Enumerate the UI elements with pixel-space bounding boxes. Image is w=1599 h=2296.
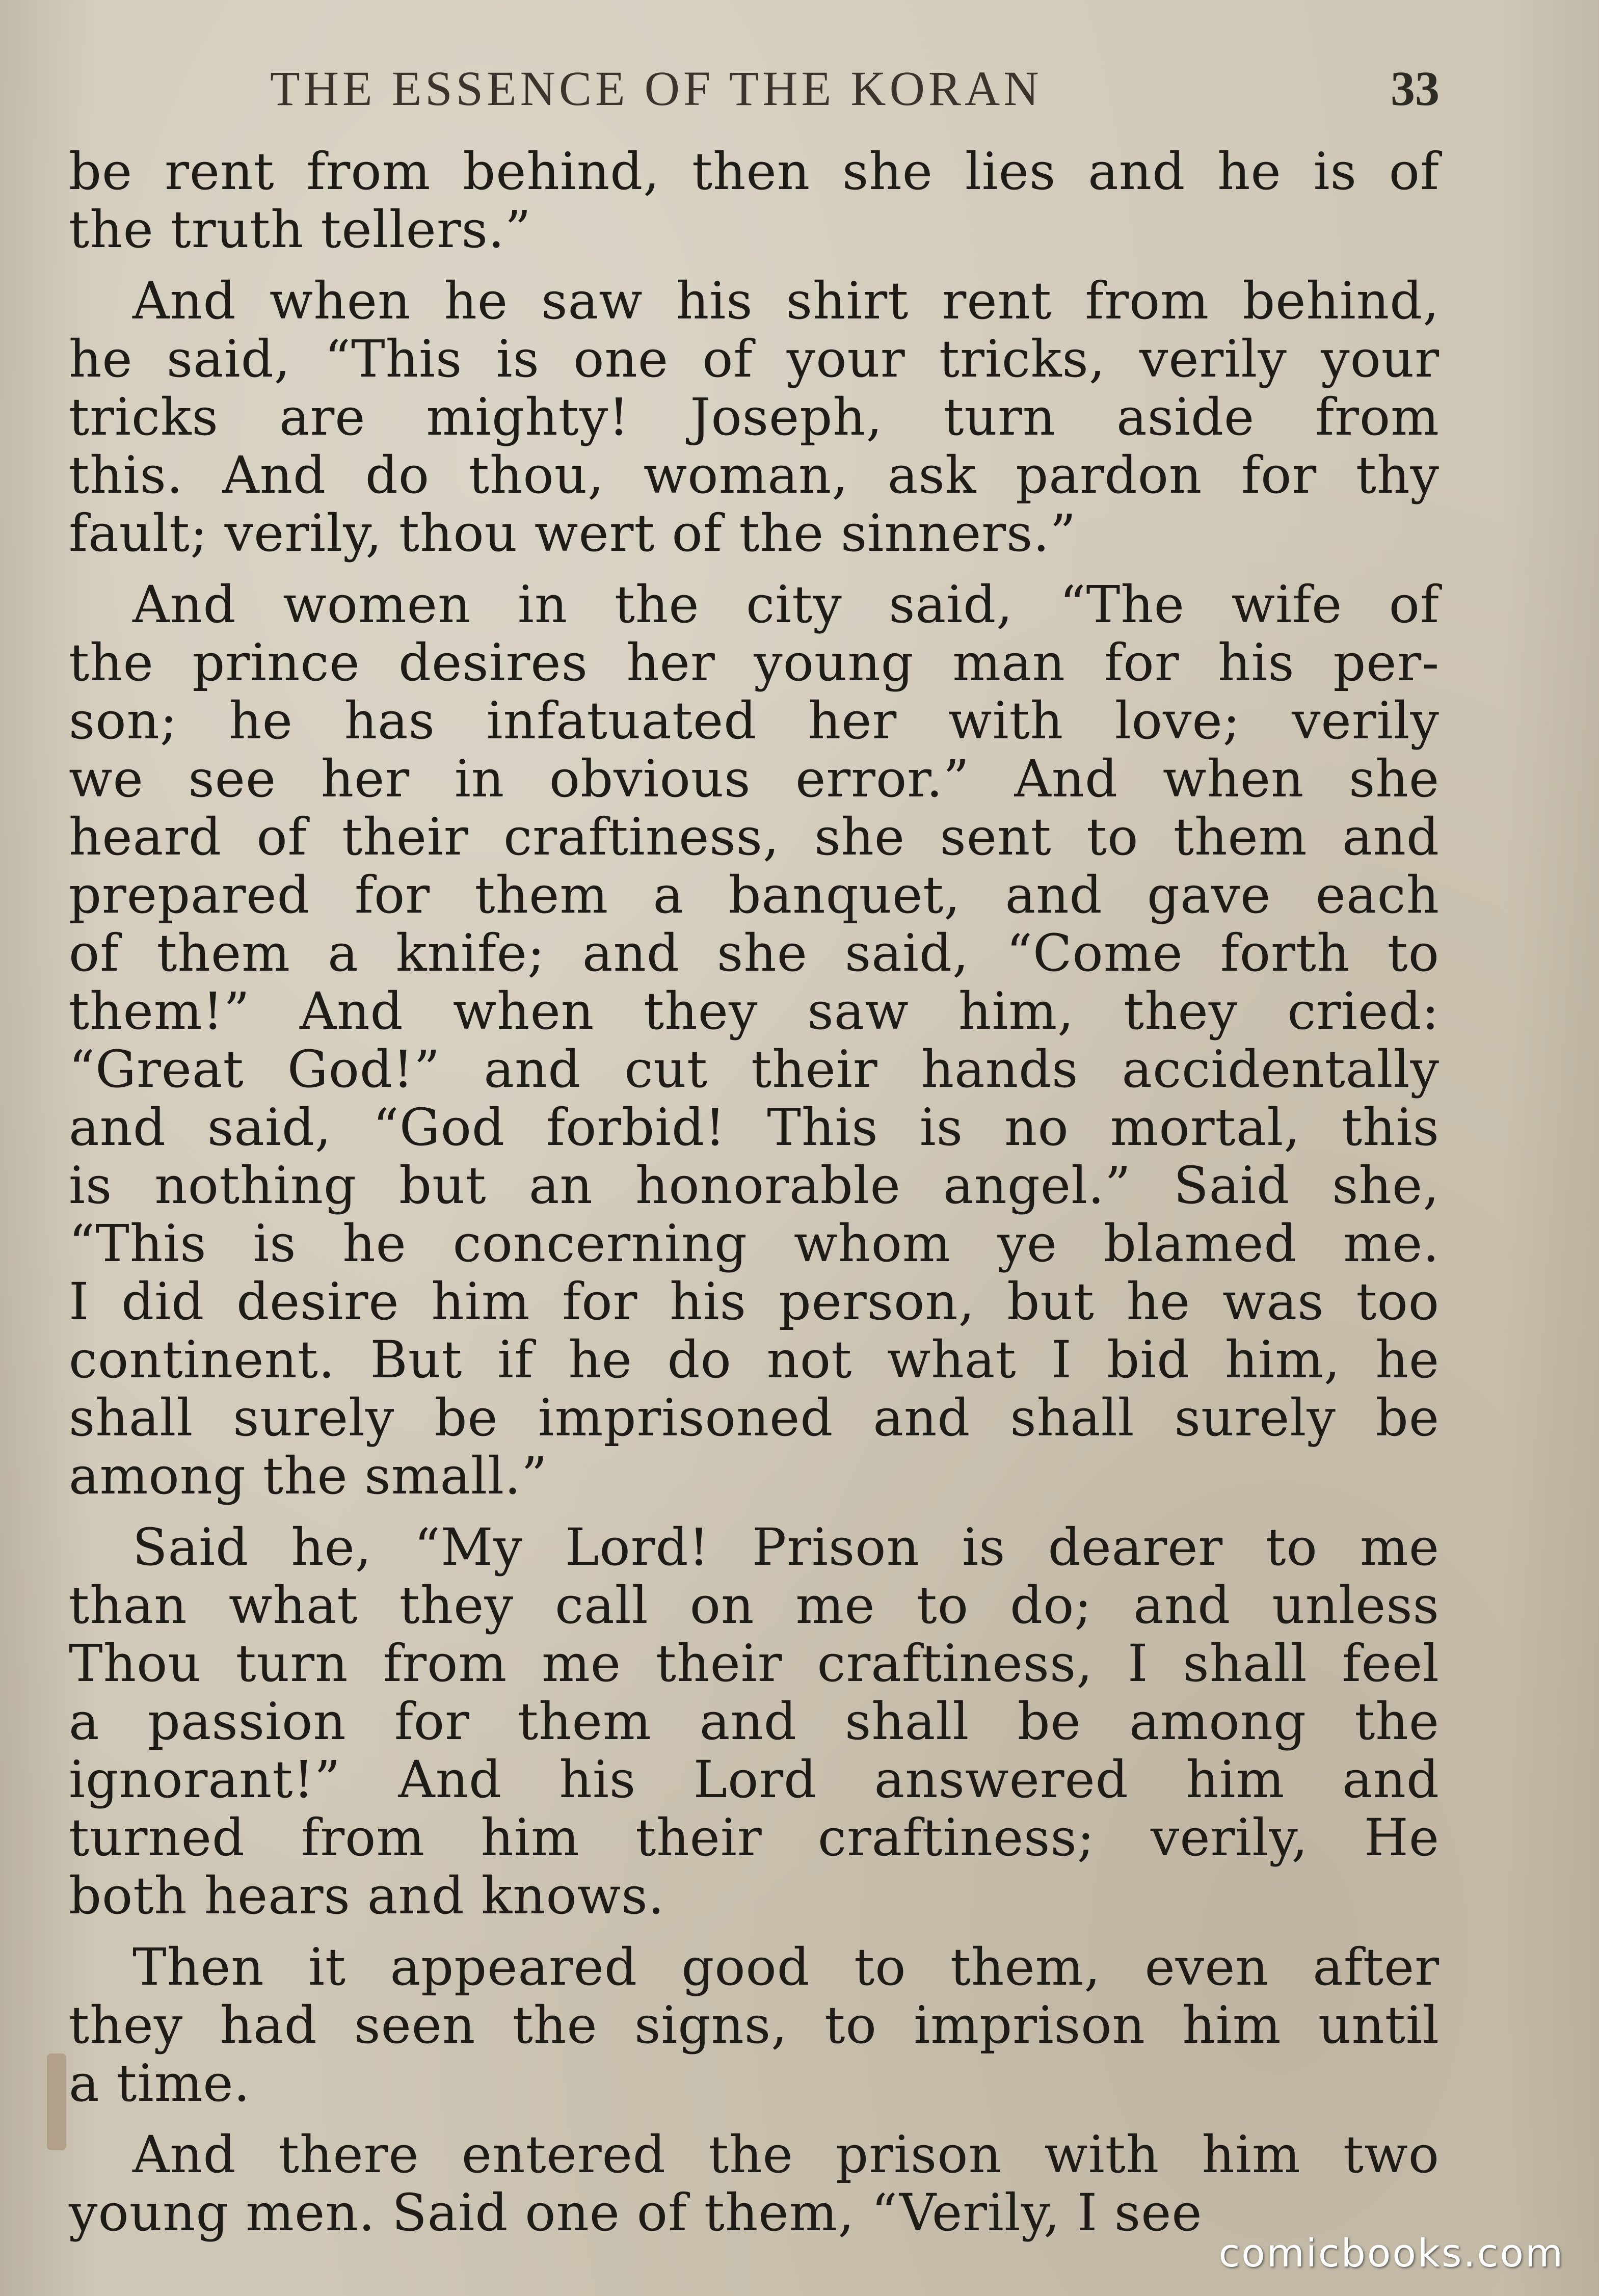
text-line: this. And do thou, woman, ask pardon for thy bbox=[69, 445, 1440, 505]
text-line: they had seen the signs, to imprison him until bbox=[69, 1995, 1440, 2055]
text-line: tricks are mighty! Joseph, turn aside from bbox=[69, 387, 1440, 447]
text-line: And women in the city said, “The wife of bbox=[132, 575, 1440, 634]
text-line: fault; verily, thou wert of the sinners.” bbox=[69, 503, 1077, 563]
text-line: and said, “God forbid! This is no mortal, this bbox=[69, 1098, 1440, 1157]
text-line: of them a knife; and she said, “Come forth to bbox=[69, 923, 1440, 983]
text-line: the prince desires her young man for his per- bbox=[69, 633, 1440, 692]
paragraph bbox=[69, 143, 1440, 259]
paragraph bbox=[69, 1518, 1440, 1925]
paper-stain bbox=[47, 2053, 66, 2150]
text-line: son; he has infatuated her with love; verily bbox=[69, 691, 1440, 751]
text-line: them!” And when they saw him, they cried: bbox=[69, 981, 1440, 1041]
running-head bbox=[69, 60, 1440, 126]
paragraph-gap bbox=[69, 2113, 1440, 2126]
text-line: we see her in obvious error.” And when she bbox=[69, 749, 1440, 809]
text-line: I did desire him for his person, but he was too bbox=[69, 1272, 1440, 1331]
paragraph-gap bbox=[69, 1505, 1440, 1518]
text-line: both hears and knows. bbox=[69, 1866, 665, 1926]
text-line: young men. Said one of them, “Verily, I see bbox=[69, 2183, 1203, 2242]
text-line: ignorant!” And his Lord answered him and bbox=[69, 1750, 1440, 1809]
text-line: turned from him their craftiness; verily, He bbox=[69, 1808, 1440, 1867]
text-line: than what they call on me to do; and unless bbox=[69, 1576, 1440, 1635]
text-line: And when he saw his shirt rent from behind, bbox=[132, 271, 1440, 331]
body-text bbox=[69, 143, 1440, 2242]
running-title: THE ESSENCE OF THE KORAN bbox=[270, 61, 1043, 116]
watermark: comicbooks.com bbox=[1218, 2230, 1564, 2276]
paragraph-gap bbox=[69, 1925, 1440, 1938]
text-line: be rent from behind, then she lies and he is of bbox=[69, 142, 1440, 201]
paragraph bbox=[69, 576, 1440, 1505]
text-line: continent. But if he do not what I bid him, he bbox=[69, 1330, 1440, 1390]
text-line: prepared for them a banquet, and gave each bbox=[69, 865, 1440, 925]
text-line: he said, “This is one of your tricks, verily your bbox=[69, 329, 1440, 389]
text-line: Then it appeared good to them, even after bbox=[132, 1937, 1440, 1997]
text-line: is nothing but an honorable angel.” Said she, bbox=[69, 1156, 1440, 1215]
text-line: “This is he concerning whom ye blamed me. bbox=[69, 1214, 1440, 1273]
paragraph-gap bbox=[69, 259, 1440, 272]
page-number: 33 bbox=[1391, 61, 1440, 116]
paragraph bbox=[69, 2126, 1440, 2242]
text-line: a passion for them and shall be among the bbox=[69, 1692, 1440, 1751]
text-line: the truth tellers.” bbox=[69, 200, 531, 259]
text-line: Said he, “My Lord! Prison is dearer to me bbox=[132, 1517, 1440, 1577]
text-line: Thou turn from me their craftiness, I shall feel bbox=[69, 1634, 1440, 1693]
text-line: “Great God!” and cut their hands accidentally bbox=[69, 1039, 1440, 1099]
text-line: And there entered the prison with him two bbox=[132, 2125, 1440, 2184]
text-line: heard of their craftiness, she sent to them and bbox=[69, 807, 1440, 867]
text-line: shall surely be imprisoned and shall surely be bbox=[69, 1388, 1440, 1448]
text-line: a time. bbox=[69, 2053, 251, 2113]
paragraph-gap bbox=[69, 563, 1440, 576]
paragraph bbox=[69, 272, 1440, 563]
text-line: among the small.” bbox=[69, 1446, 548, 1506]
paragraph bbox=[69, 1938, 1440, 2113]
